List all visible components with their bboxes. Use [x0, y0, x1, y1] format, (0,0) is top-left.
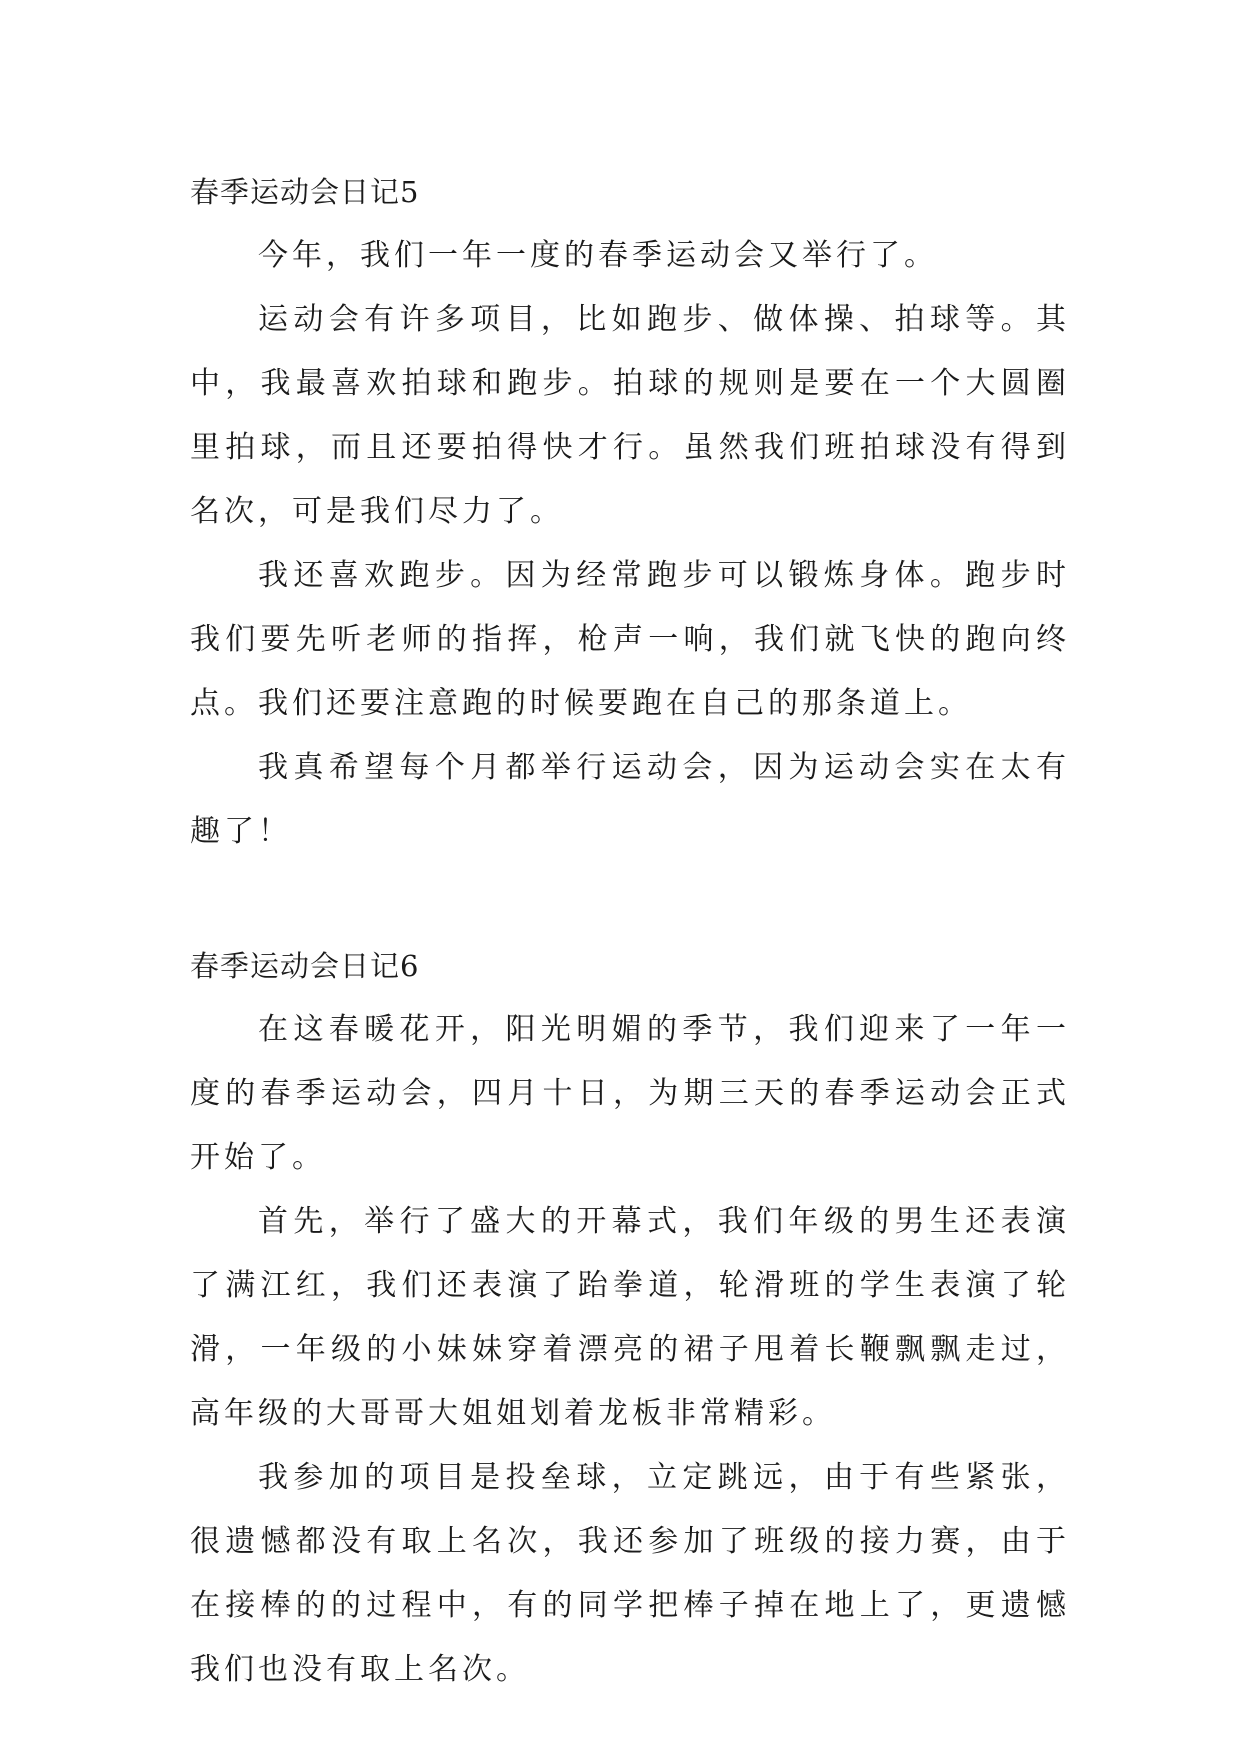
paragraph: 我参加的项目是投垒球，立定跳远，由于有些紧张，很遗憾都没有取上名次，我还参加了班级的接力赛，由于在接棒的的过程中，有的同学把棒子掉在地上了，更遗憾我们也没有取上名次。 [190, 1460, 1070, 1687]
paragraph: 今年，我们一年一度的春季运动会又举行了。 [258, 238, 938, 273]
document-page [190, 160, 1070, 1702]
entry-title: 春季运动会日记5 [190, 175, 420, 209]
diary-entry-6 [190, 934, 1070, 1702]
paragraph: 运动会有许多项目，比如跑步、做体操、拍球等。其中，我最喜欢拍球和跑步。拍球的规则是要在一个大圆圈里拍球，而且还要拍得快才行。虽然我们班拍球没有得到名次，可是我们尽力了。 [190, 302, 1070, 529]
paragraph: 首先，举行了盛大的开幕式，我们年级的男生还表演了满江红，我们还表演了跆拳道，轮滑班的学生表演了轮滑，一年级的小妹妹穿着漂亮的裙子甩着长鞭飘飘走过，高年级的大哥哥大姐姐划着龙板非常精彩。 [190, 1204, 1070, 1431]
diary-entry-5 [190, 160, 1070, 864]
paragraph: 在这春暖花开，阳光明媚的季节，我们迎来了一年一度的春季运动会，四月十日，为期三天的春季运动会正式开始了。 [190, 1012, 1070, 1175]
entry-title: 春季运动会日记6 [190, 949, 420, 983]
paragraph: 我还喜欢跑步。因为经常跑步可以锻炼身体。跑步时我们要先听老师的指挥，枪声一响，我们就飞快的跑向终点。我们还要注意跑的时候要跑在自己的那条道上。 [190, 558, 1070, 721]
paragraph: 我真希望每个月都举行运动会，因为运动会实在太有趣了！ [190, 750, 1070, 849]
